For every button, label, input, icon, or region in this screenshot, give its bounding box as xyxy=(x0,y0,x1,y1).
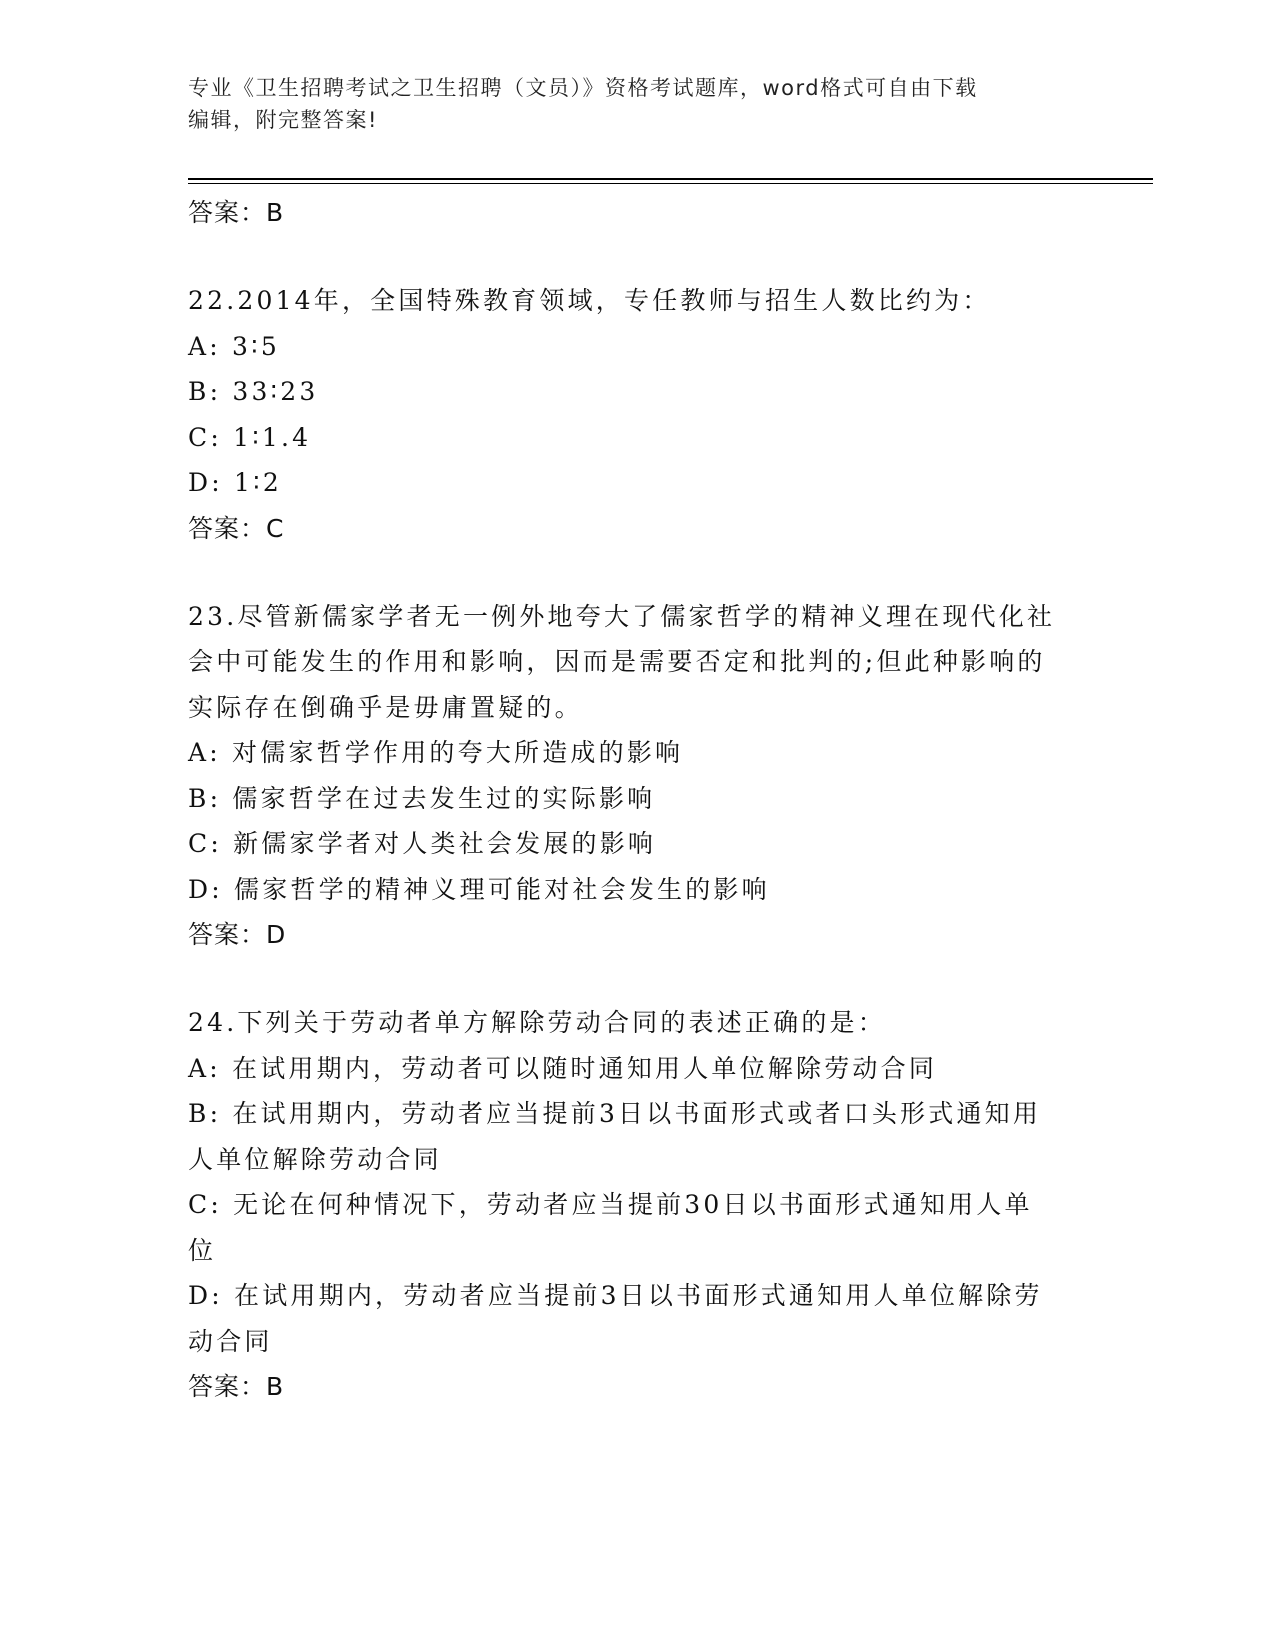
question-list xyxy=(188,190,1088,1410)
answer-line: 答案：C xyxy=(188,513,285,543)
option-c: C: 新儒家学者对人类社会发展的影响 xyxy=(188,829,657,858)
option-a: A: 对儒家哲学作用的夸大所造成的影响 xyxy=(188,738,684,767)
header-line-2: 编辑，附完整答案! xyxy=(188,108,378,132)
question-block-22 xyxy=(188,278,1088,552)
option-c-continued: 位 xyxy=(188,1235,217,1265)
answer-line: 答案：B xyxy=(188,1372,285,1401)
option-d: D: 儒家哲学的精神义理可能对社会发生的影响 xyxy=(188,874,770,904)
option-a: A: 在试用期内，劳动者可以随时通知用人单位解除劳动合同 xyxy=(188,1053,938,1083)
option-d: D: 1∶2 xyxy=(188,468,282,497)
option-b: B: 33∶23 xyxy=(188,377,319,406)
header-line-1: 专业《卫生招聘考试之卫生招聘（文员）》资格考试题库，word格式可自由下载 xyxy=(188,76,978,100)
header-divider-thin xyxy=(188,183,1153,184)
option-c: C: 1∶1.4 xyxy=(188,422,312,452)
question-text-line: 实际存在倒确乎是毋庸置疑的。 xyxy=(188,692,583,722)
option-c: C: 无论在何种情况下，劳动者应当提前30日以书面形式通知用人单 xyxy=(188,1190,1033,1219)
header-divider-thick xyxy=(188,178,1153,180)
option-d-continued: 动合同 xyxy=(188,1326,273,1356)
answer-line: 答案：B xyxy=(188,198,285,227)
option-b: B: 儒家哲学在过去发生过的实际影响 xyxy=(188,783,656,813)
document-header xyxy=(188,72,1068,136)
option-d: D: 在试用期内，劳动者应当提前3日以书面形式通知用人单位解除劳 xyxy=(188,1281,1043,1310)
question-block-23 xyxy=(188,594,1088,959)
question-text: 24.下列关于劳动者单方解除劳动合同的表述正确的是： xyxy=(188,1008,886,1037)
question-text-line: 会中可能发生的作用和影响，因而是需要否定和批判的;但此种影响的 xyxy=(188,647,1046,676)
question-text: 22.2014年，全国特殊教育领域，专任教师与招生人数比约为： xyxy=(188,286,991,315)
option-b: B: 在试用期内，劳动者应当提前3日以书面形式或者口头形式通知用 xyxy=(188,1099,1042,1128)
question-text-line: 23.尽管新儒家学者无一例外地夸大了儒家哲学的精神义理在现代化社 xyxy=(188,601,1056,631)
answer-line: 答案：D xyxy=(188,920,287,949)
option-b-continued: 人单位解除劳动合同 xyxy=(188,1144,442,1174)
option-a: A: 3∶5 xyxy=(188,331,280,361)
question-block-24 xyxy=(188,1000,1088,1410)
